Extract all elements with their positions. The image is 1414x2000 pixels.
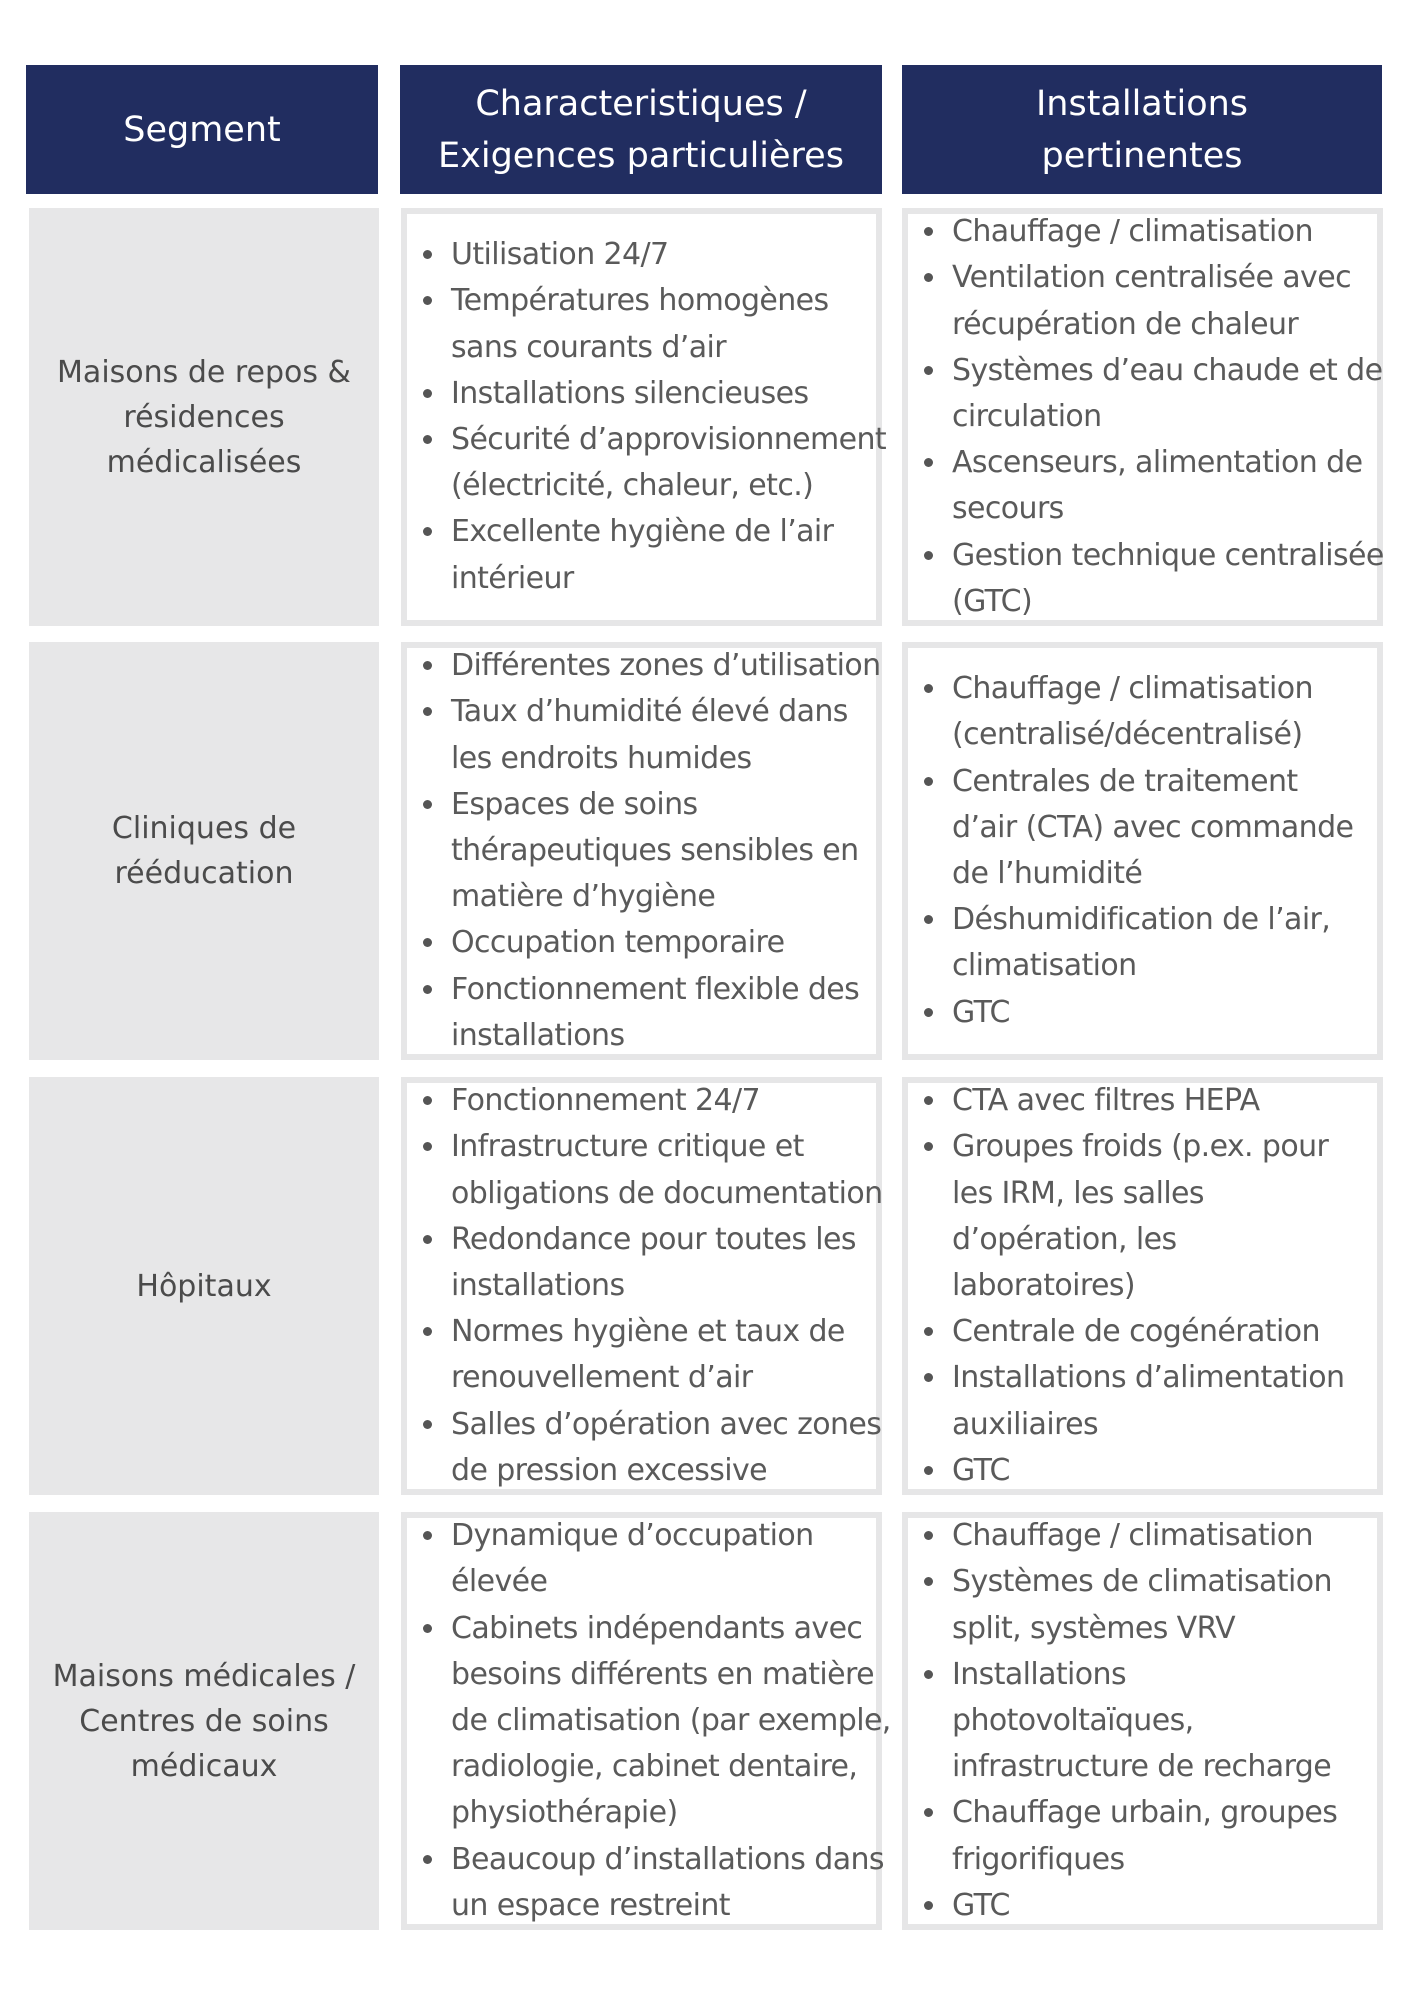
text-line: Exigences particulières (438, 135, 844, 176)
bullet-item (451, 1402, 882, 1494)
bullet-list (908, 209, 1384, 625)
bullet-item (451, 1217, 876, 1309)
bullet-item (451, 232, 876, 278)
bullet-list (407, 1078, 883, 1494)
text-line: auxiliaires (952, 1406, 1099, 1442)
characteristics-cell (401, 1077, 882, 1495)
bullet-item (952, 759, 1377, 898)
text-line: Ventilation centralisée avec (952, 260, 1351, 296)
header-label (438, 78, 844, 182)
characteristics-cell (401, 1512, 891, 1930)
bullet-item (451, 689, 876, 781)
text-line: Ascenseurs, alimentation de (952, 445, 1363, 481)
text-line: Sécurité d’approvisionnement (451, 422, 887, 457)
text-line: Centrales de traitement (952, 763, 1298, 799)
bullet-item (451, 371, 876, 417)
segment-label (136, 1264, 271, 1309)
bullet-item (952, 1355, 1377, 1447)
header-label (123, 104, 281, 156)
text-line: Installations d’alimentation (952, 1360, 1345, 1396)
text-line: radiologie, cabinet dentaire, (451, 1749, 858, 1785)
text-line: (centralisé/décentralisé) (952, 717, 1303, 753)
bullet-item (952, 1790, 1377, 1882)
text-line: sans courants d’air (451, 329, 726, 365)
segment-cell (29, 1077, 379, 1495)
text-line: Espaces de soins (451, 786, 698, 822)
text-line: Chauffage urbain, groupes (952, 1795, 1338, 1831)
text-line: résidences (123, 399, 285, 435)
text-line: un espace restreint (451, 1887, 730, 1923)
text-line: photovoltaïques, (952, 1702, 1194, 1738)
text-line: circulation (952, 398, 1102, 434)
text-line: Beaucoup d’installations dans (451, 1841, 884, 1877)
text-line: pertinentes (1041, 135, 1243, 176)
text-line: secours (952, 491, 1064, 527)
text-line: Centres de soins (79, 1703, 329, 1739)
text-line: (électricité, chaleur, etc.) (451, 468, 814, 504)
text-line: laboratoires) (952, 1267, 1135, 1303)
text-line: Installations (952, 1656, 1126, 1692)
header-segment (26, 65, 378, 194)
text-line: de pression excessive (451, 1452, 768, 1488)
bullet-item (451, 509, 876, 601)
text-line: (GTC) (952, 583, 1033, 619)
text-line: Segment (123, 109, 281, 150)
characteristics-cell (401, 642, 882, 1060)
bullet-item (952, 666, 1377, 758)
text-line: GTC (952, 1452, 1010, 1488)
text-line: matière d’hygiène (451, 879, 716, 915)
text-line: Installations (1035, 83, 1249, 124)
bullet-list (908, 1513, 1377, 1929)
bullet-item (451, 417, 887, 509)
text-line: GTC (952, 994, 1010, 1030)
bullet-item (952, 1448, 1377, 1494)
bullet-list (407, 232, 887, 602)
text-line: Cabinets indépendants avec (451, 1610, 863, 1646)
bullet-item (451, 1124, 883, 1216)
text-line: Installations silencieuses (451, 375, 809, 411)
segment-label (112, 806, 296, 896)
bullet-item (451, 1513, 876, 1605)
characteristics-cell (401, 208, 887, 626)
text-line: médicalisées (106, 444, 302, 480)
bullet-item (451, 920, 876, 966)
text-line: Infrastructure critique et (451, 1129, 804, 1165)
text-line: les IRM, les salles (952, 1175, 1204, 1211)
text-line: Redondance pour toutes les (451, 1221, 856, 1257)
bullet-item (451, 967, 876, 1059)
text-line: Systèmes de climatisation (952, 1564, 1332, 1600)
bullet-item (952, 1078, 1377, 1124)
bullet-item (952, 440, 1377, 532)
text-line: Excellente hygiène de l’air (451, 514, 834, 550)
text-line: de l’humidité (952, 856, 1143, 891)
text-line: Gestion technique centralisée (952, 537, 1384, 573)
text-line: renouvellement d’air (451, 1360, 753, 1396)
bullet-list (908, 666, 1377, 1036)
text-line: Occupation temporaire (451, 925, 785, 961)
text-line: les endroits humides (451, 740, 752, 776)
text-line: Hôpitaux (136, 1268, 272, 1304)
text-line: split, systèmes VRV (952, 1610, 1236, 1646)
text-line: d’opération, les (952, 1221, 1177, 1257)
bullet-item (451, 1078, 876, 1124)
text-line: frigorifiques (952, 1841, 1125, 1877)
bullet-item (952, 255, 1377, 347)
text-line: Fonctionnement 24/7 (451, 1083, 760, 1119)
text-line: Centrale de cogénération (952, 1314, 1320, 1350)
bullet-item (451, 1837, 884, 1929)
text-line: Systèmes d’eau chaude et de (952, 352, 1383, 388)
text-line: Chauffage / climatisation (952, 1518, 1313, 1554)
bullet-item (952, 1309, 1377, 1355)
installations-cell (902, 642, 1383, 1060)
header-installations (902, 65, 1382, 194)
text-line: élevée (451, 1564, 548, 1600)
text-line: Cliniques de (111, 811, 297, 846)
segment-cell (29, 1512, 379, 1930)
text-line: GTC (952, 1887, 1010, 1923)
text-line: Maisons médicales / (52, 1658, 356, 1694)
text-line: d’air (CTA) avec commande (952, 809, 1354, 845)
text-line: installations (451, 1017, 625, 1053)
text-line: Characteristiques / (475, 83, 807, 124)
text-line: climatisation (952, 948, 1137, 984)
text-line: Chauffage / climatisation (952, 214, 1313, 250)
text-line: Maisons de repos & (57, 354, 351, 390)
header-characteristics (400, 65, 882, 194)
installations-cell (902, 1077, 1383, 1495)
text-line: Déshumidification de l’air, (952, 902, 1331, 938)
text-line: CTA avec filtres HEPA (952, 1083, 1260, 1119)
text-line: infrastructure de recharge (952, 1749, 1332, 1785)
bullet-item (451, 278, 876, 370)
text-line: de climatisation (par exemple, (451, 1702, 891, 1738)
text-line: obligations de documentation (451, 1175, 883, 1211)
bullet-item (952, 209, 1377, 255)
bullet-item (952, 990, 1377, 1036)
bullet-list (908, 1078, 1377, 1494)
segment-cell (29, 642, 379, 1060)
text-line: Fonctionnement flexible des (451, 971, 860, 1007)
segment-cell (29, 208, 379, 626)
text-line: thérapeutiques sensibles en (451, 832, 859, 868)
segment-label (57, 350, 351, 485)
text-line: rééducation (114, 856, 294, 891)
bullet-item (952, 1513, 1377, 1559)
text-line: physiothérapie) (451, 1795, 678, 1831)
bullet-item (451, 782, 876, 921)
installations-cell (902, 208, 1383, 626)
bullet-item (451, 1309, 876, 1401)
bullet-item (952, 1652, 1377, 1791)
segment-label (53, 1654, 356, 1789)
text-line: Températures homogènes (451, 283, 829, 319)
bullet-item (952, 348, 1383, 440)
text-line: Chauffage / climatisation (952, 671, 1313, 707)
bullet-list (407, 643, 881, 1059)
text-line: Taux d’humidité élevé dans (451, 694, 848, 730)
text-line: Salles d’opération avec zones (451, 1406, 882, 1442)
header-label (1036, 78, 1248, 182)
text-line: besoins différents en matière (451, 1656, 874, 1692)
bullet-item (451, 643, 881, 689)
bullet-item (451, 1606, 891, 1837)
text-line: Groupes froids (p.ex. pour (952, 1129, 1329, 1165)
text-line: Normes hygiène et taux de (451, 1314, 845, 1350)
bullet-item (952, 897, 1377, 989)
text-line: récupération de chaleur (952, 306, 1299, 342)
text-line: médicaux (130, 1748, 278, 1784)
bullet-list (407, 1513, 891, 1929)
text-line: installations (451, 1267, 625, 1303)
bullet-item (952, 1883, 1377, 1929)
bullet-item (952, 1559, 1377, 1651)
bullet-item (952, 533, 1384, 625)
text-line: Dynamique d’occupation (451, 1518, 814, 1554)
text-line: intérieur (451, 560, 574, 596)
text-line: Différentes zones d’utilisation (451, 648, 881, 684)
bullet-item (952, 1124, 1377, 1309)
text-line: Utilisation 24/7 (451, 237, 669, 273)
installations-cell (902, 1512, 1383, 1930)
